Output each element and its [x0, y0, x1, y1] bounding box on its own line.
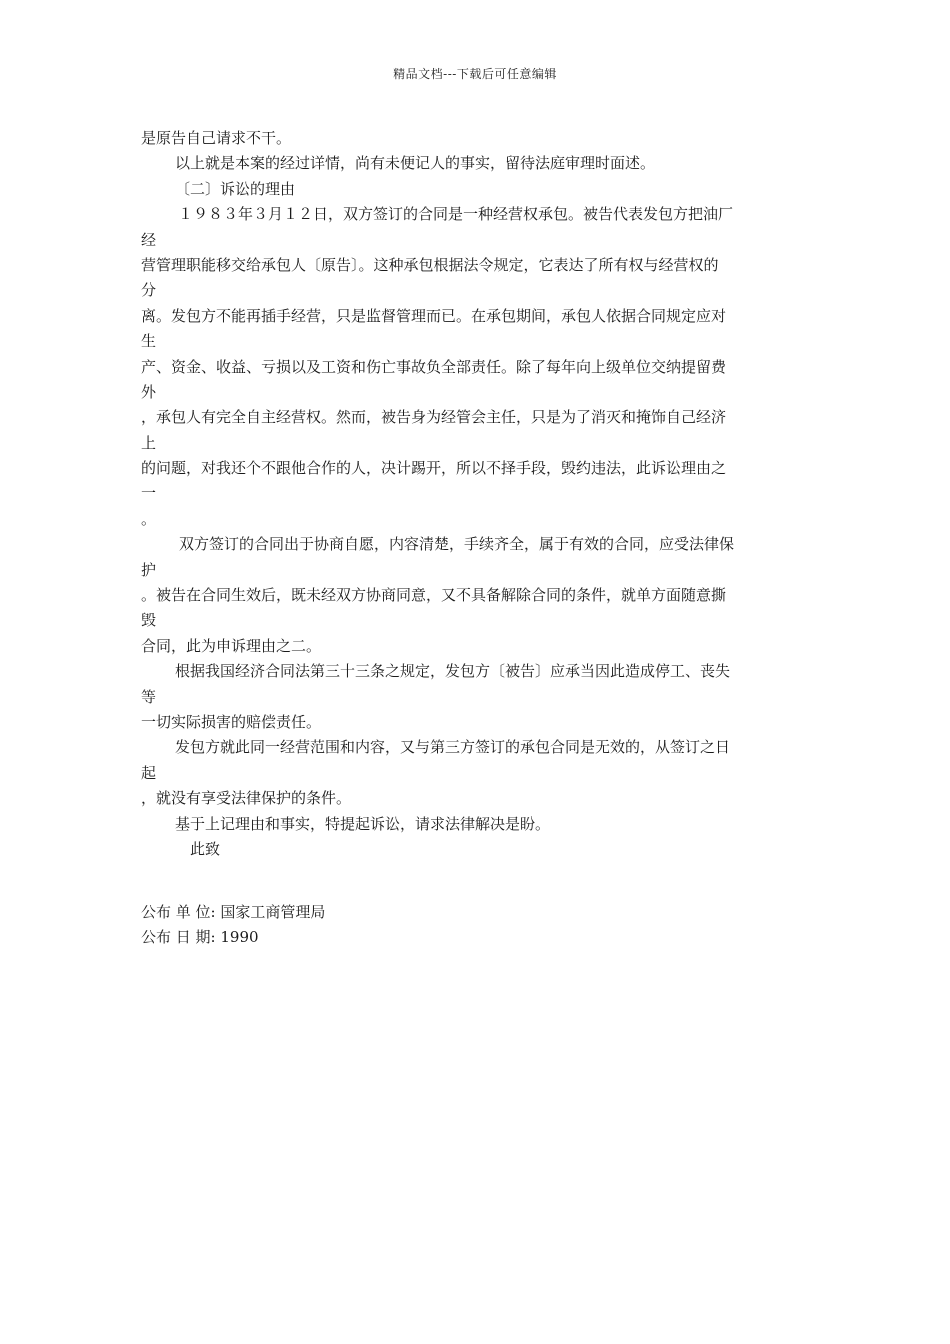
body-line: 生 [141, 332, 157, 351]
body-line: 合同，此为申诉理由之二。 [141, 636, 322, 655]
body-line: 分 [141, 281, 157, 300]
body-line: 产、资金、收益、亏损以及工资和伤亡事故负全部责任。除了每年向上级单位交纳提留费 [141, 357, 727, 376]
publish-date-value: 1990 [220, 928, 259, 947]
body-line: 上 [141, 433, 157, 452]
body-line: 基于上记理由和事实，特提起诉讼，请求法律解决是盼。 [175, 814, 551, 833]
page-header: 精品文档---下载后可任意编辑 [393, 67, 557, 81]
body-line: 一切实际损害的赔偿责任。 [141, 712, 322, 731]
body-line: 是原告自己请求不干。 [141, 129, 292, 147]
publisher-value: 国家工商管理局 [220, 903, 326, 921]
body-line: 发包方就此同一经营范围和内容，又与第三方签订的承包合同是无效的，从签订之日 [175, 738, 731, 757]
publication-info [141, 900, 325, 951]
body-line: 起 [141, 763, 157, 782]
body-line: １９８３年３月１２日，双方签订的合同是一种经营权承包。被告代表发包方把油厂 [178, 205, 734, 224]
body-line: 的问题，对我还个不跟他合作的人，决计踢开，所以不择手段，毁约违法，此诉讼理由之 [141, 459, 727, 478]
closing-salutation: 此致 [190, 839, 221, 858]
publisher-label: 公布 单 位: [141, 903, 216, 921]
body-line: 外 [141, 382, 157, 401]
body-line: 离。发包方不能再插手经营，只是监督管理而已。在承包期间，承包人依据合同规定应对 [141, 306, 727, 325]
body-line: 等 [141, 687, 157, 706]
document-body [141, 126, 813, 862]
body-line: 经 [141, 230, 157, 249]
body-line: 根据我国经济合同法第三十三条之规定，发包方〔被告〕应承当因此造成停工、丧失 [175, 662, 731, 681]
body-line: 。 [141, 509, 157, 528]
body-line: 双方签订的合同出于协商自愿，内容清楚，手续齐全，属于有效的合同，应受法律保 [179, 535, 735, 554]
body-line: ，承包人有完全自主经营权。然而，被告身为经管会主任，只是为了消灭和掩饰自己经济 [141, 408, 727, 427]
body-line: 以上就是本案的经过详情，尚有未便记人的事实，留待法庭审理时面述。 [175, 154, 656, 173]
body-line: 毁 [141, 611, 157, 630]
publish-date-label: 公布 日 期: [141, 928, 216, 947]
body-line: 。被告在合同生效后，既未经双方协商同意，又不具备解除合同的条件，就单方面随意撕 [141, 586, 727, 605]
body-line: 营管理职能移交给承包人〔原告〕。这种承包根据法令规定，它表达了所有权与经营权的 [141, 255, 719, 274]
body-line: ，就没有享受法律保护的条件。 [141, 789, 352, 808]
body-line: 一 [141, 484, 157, 503]
publisher-row [141, 900, 325, 925]
body-line: 护 [141, 560, 157, 579]
publish-date-row [141, 925, 325, 950]
section-heading: 〔二〕诉讼的理由 [175, 179, 296, 198]
